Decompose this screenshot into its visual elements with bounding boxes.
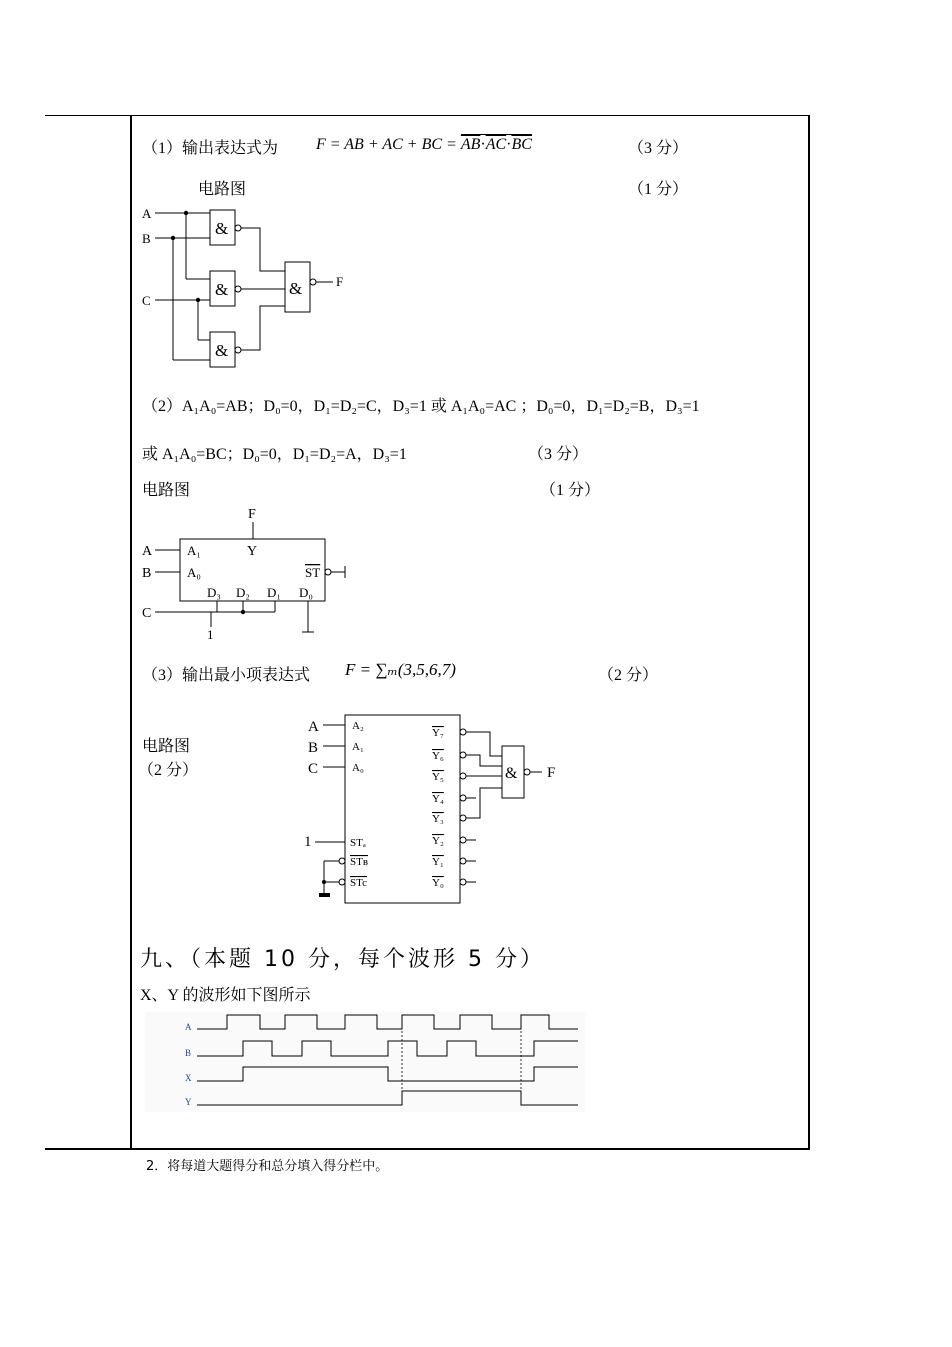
part3-score: （2 分） bbox=[598, 667, 659, 684]
part1-circuit-label: 电路图 bbox=[198, 181, 247, 198]
dec-out-y7: Y₇ bbox=[432, 727, 444, 739]
dec-pin-a2: A₂ bbox=[352, 720, 364, 732]
dec-pin-sta: STₐ bbox=[350, 837, 366, 849]
gate-symbol: & bbox=[289, 279, 303, 298]
mux-input-b: B bbox=[142, 566, 152, 581]
mux-output-f: F bbox=[248, 507, 256, 522]
expr-dot-2: · bbox=[506, 136, 512, 153]
table-right-rule bbox=[808, 115, 810, 1150]
input-a: A bbox=[142, 206, 152, 221]
expr-term-ab: $\overline{AB}$ bbox=[460, 136, 481, 153]
part1-circuit-score: （1 分） bbox=[628, 181, 689, 198]
part1-label: （1）输出表达式为 bbox=[142, 140, 279, 157]
dec-input-c: C bbox=[308, 761, 319, 777]
dec-out-y2: Y₂ bbox=[432, 835, 444, 847]
expr-nand-bar bbox=[461, 134, 532, 154]
mux-input-a: A bbox=[142, 544, 153, 559]
mux-circuit-diagram bbox=[135, 500, 365, 645]
nand-circuit-diagram bbox=[135, 200, 365, 370]
dec-pin-stb: STв bbox=[350, 856, 369, 868]
mux-pin-st: ST bbox=[305, 565, 321, 580]
dec-out-y3: Y₃ bbox=[432, 813, 444, 825]
output-f: F bbox=[336, 274, 344, 289]
part9-subtitle: X、Y 的波形如下图所示 bbox=[140, 987, 311, 1004]
dec-pin-a0: A₀ bbox=[352, 762, 364, 774]
waveform-diagram bbox=[145, 1012, 585, 1112]
part2-score: （3 分） bbox=[528, 446, 589, 463]
dec-out-y1: Y₁ bbox=[432, 856, 444, 868]
part2-line1: （2）A₁A₀=AB；D₀=0，D₁=D₂=C，D₃=1 或 A₁A₀=AC ；D₀=0，D₁=D₂=B，D₃=1 bbox=[142, 398, 700, 415]
gate-symbol: & bbox=[215, 341, 229, 360]
mux-const-one: 1 bbox=[207, 627, 214, 642]
input-c: C bbox=[142, 293, 151, 308]
gate-symbol: & bbox=[215, 280, 229, 299]
wave-label-a: A bbox=[185, 1022, 192, 1032]
dec-output-f: F bbox=[547, 765, 556, 781]
expr-dot-1: · bbox=[480, 136, 486, 153]
part3-circuit-label: 电路图 bbox=[142, 738, 191, 755]
dec-out-y5: Y₅ bbox=[432, 771, 444, 783]
input-b: B bbox=[142, 231, 151, 246]
mux-pin-a0: A₀ bbox=[187, 565, 201, 580]
dec-input-a: A bbox=[308, 719, 319, 735]
dec-out-y0: Y₀ bbox=[432, 877, 444, 889]
expr-lhs: F = AB + AC + BC = bbox=[316, 136, 457, 153]
dec-pin-stc: STc bbox=[350, 877, 367, 889]
footer-note: 2．将每道大题得分和总分填入得分栏中。 bbox=[146, 1159, 389, 1174]
gate-symbol: & bbox=[215, 219, 229, 238]
wave-label-y: Y bbox=[185, 1097, 192, 1107]
mux-input-c: C bbox=[142, 606, 152, 621]
table-top-rule bbox=[45, 115, 810, 116]
part1-expression bbox=[316, 134, 532, 154]
expr-term-bc: $\overline{BC}$ bbox=[511, 136, 532, 153]
part9-heading: 九、（本题 10 分，每个波形 5 分） bbox=[140, 947, 545, 972]
part1-score: （3 分） bbox=[628, 140, 689, 157]
dec-const-one: 1 bbox=[304, 834, 312, 850]
decoder-circuit-diagram bbox=[300, 712, 570, 912]
mux-pin-d2: D₂ bbox=[236, 585, 250, 600]
part3-label: （3）输出最小项表达式 bbox=[142, 667, 311, 684]
table-bottom-rule bbox=[45, 1148, 810, 1150]
wave-label-b: B bbox=[185, 1048, 192, 1058]
expr-term-ac: $\overline{AC}$ bbox=[485, 136, 507, 153]
dec-gate-symbol: & bbox=[505, 765, 518, 782]
part3-expression: F = ∑ₘ(3,5,6,7) bbox=[345, 660, 456, 679]
dec-input-b: B bbox=[308, 740, 319, 756]
wave-label-x: X bbox=[185, 1073, 192, 1083]
mux-pin-a1: A₁ bbox=[187, 543, 201, 558]
mux-pin-y: Y bbox=[247, 544, 258, 559]
mux-pin-d0: D₀ bbox=[299, 585, 313, 600]
dec-pin-a1: A₁ bbox=[352, 741, 364, 753]
dec-out-y4: Y₄ bbox=[432, 793, 444, 805]
mux-pin-d3: D₃ bbox=[207, 585, 221, 600]
part2-circuit-score: （1 分） bbox=[540, 482, 601, 499]
table-left-column-rule bbox=[130, 115, 132, 1150]
mux-pin-d1: D₁ bbox=[267, 585, 281, 600]
part2-line2: 或 A₁A₀=BC；D₀=0，D₁=D₂=A，D₃=1 bbox=[142, 446, 407, 463]
part3-circuit-score: （2 分） bbox=[138, 762, 199, 779]
dec-out-y6: Y₆ bbox=[432, 750, 444, 762]
part2-circuit-label: 电路图 bbox=[142, 482, 191, 499]
